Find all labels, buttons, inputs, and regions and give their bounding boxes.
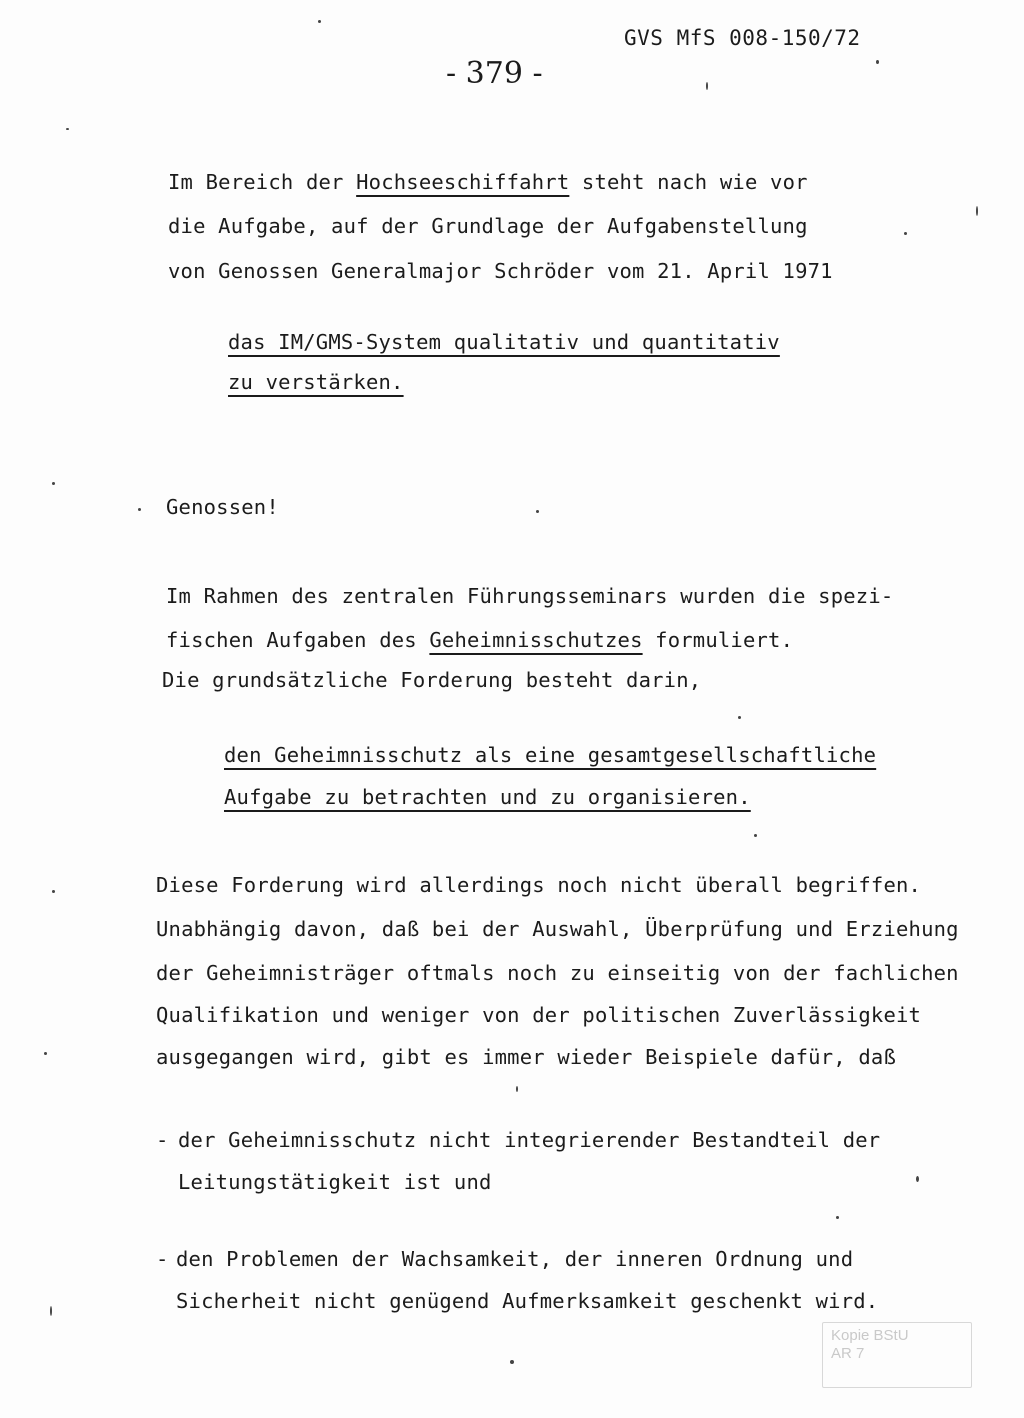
document-reference: GVS MfS 008-150/72 [624,26,861,50]
paragraph-2-line-1: Im Rahmen des zentralen Führungsseminars wurden die spezi- [166,584,894,608]
paragraph-3-line-1: Diese Forderung wird allerdings noch nicht überall begriffen. [156,873,922,897]
emphasis-line-1: das IM/GMS-System qualitativ und quantitativ [228,330,780,354]
scan-speck [836,1216,839,1219]
bullet-2-line-1: den Problemen der Wachsamkeit, der inneren Ordnung und [176,1247,854,1271]
emphasis-line-3: den Geheimnisschutz als eine gesamtgesellschaftliche [224,743,877,767]
scan-speck [52,482,55,485]
scan-speck [738,716,741,719]
scan-speck [510,1360,514,1364]
stamp-line-2: AR 7 [831,1345,865,1362]
bullet-dash: - [156,1247,169,1271]
paragraph-3-line-5: ausgegangen wird, gibt es immer wieder Beispiele dafür, daß [156,1045,896,1069]
stamp-line-1: Kopie BStU [831,1327,909,1344]
scan-speck [976,206,978,216]
scan-speck [318,20,321,23]
paragraph-1-line-2: die Aufgabe, auf der Grundlage der Aufgabenstellung [168,214,808,238]
bullet-2-line-2: Sicherheit nicht genügend Aufmerksamkeit geschenkt wird. [176,1289,879,1313]
text-run: Im Bereich der [168,170,357,194]
emphasis-line-2: zu verstärken. [228,370,404,394]
paragraph-3-line-2: Unabhängig davon, daß bei der Auswahl, Überprüfung und Erziehung [156,917,959,941]
text-run: formuliert. [642,628,794,652]
scan-speck [916,1176,919,1182]
scan-speck [876,60,879,64]
paragraph-1-line-3: von Genossen Generalmajor Schröder vom 21. April 1971 [168,259,833,283]
paragraph-3-line-3: der Geheimnisträger oftmals noch zu einseitig von der fachlichen [156,961,959,985]
bullet-1-line-1: der Geheimnisschutz nicht integrierender Bestandteil der [178,1128,881,1152]
text-run: steht nach wie vor [569,170,808,194]
scan-speck [44,1052,47,1055]
paragraph-2-line-3: Die grundsätzliche Forderung besteht darin, [162,668,702,692]
scan-speck [66,128,69,130]
scan-speck [52,890,55,893]
scan-speck [706,82,708,90]
scan-speck [138,508,141,511]
emphasis-line-4: Aufgabe zu betrachten und zu organisieren. [224,785,751,809]
bullet-dash: - [156,1128,169,1152]
underlined-term: Geheimnisschutzes [429,628,643,652]
bullet-1-line-2: Leitungstätigkeit ist und [178,1170,492,1194]
salutation: Genossen! [166,495,279,519]
page-number: - 379 - [446,56,543,91]
scan-speck [904,232,907,235]
text-run: fischen Aufgaben des [166,628,430,652]
scan-speck [516,1086,518,1092]
paragraph-1-line-1 [168,170,808,194]
archive-stamp [822,1322,972,1388]
scan-speck [754,834,757,837]
scan-speck [536,510,539,513]
paragraph-2-line-2 [166,628,793,652]
paragraph-3-line-4: Qualifikation und weniger von der politischen Zuverlässigkeit [156,1003,922,1027]
underlined-term: Hochseeschiffahrt [356,170,570,194]
scan-speck [50,1306,52,1316]
